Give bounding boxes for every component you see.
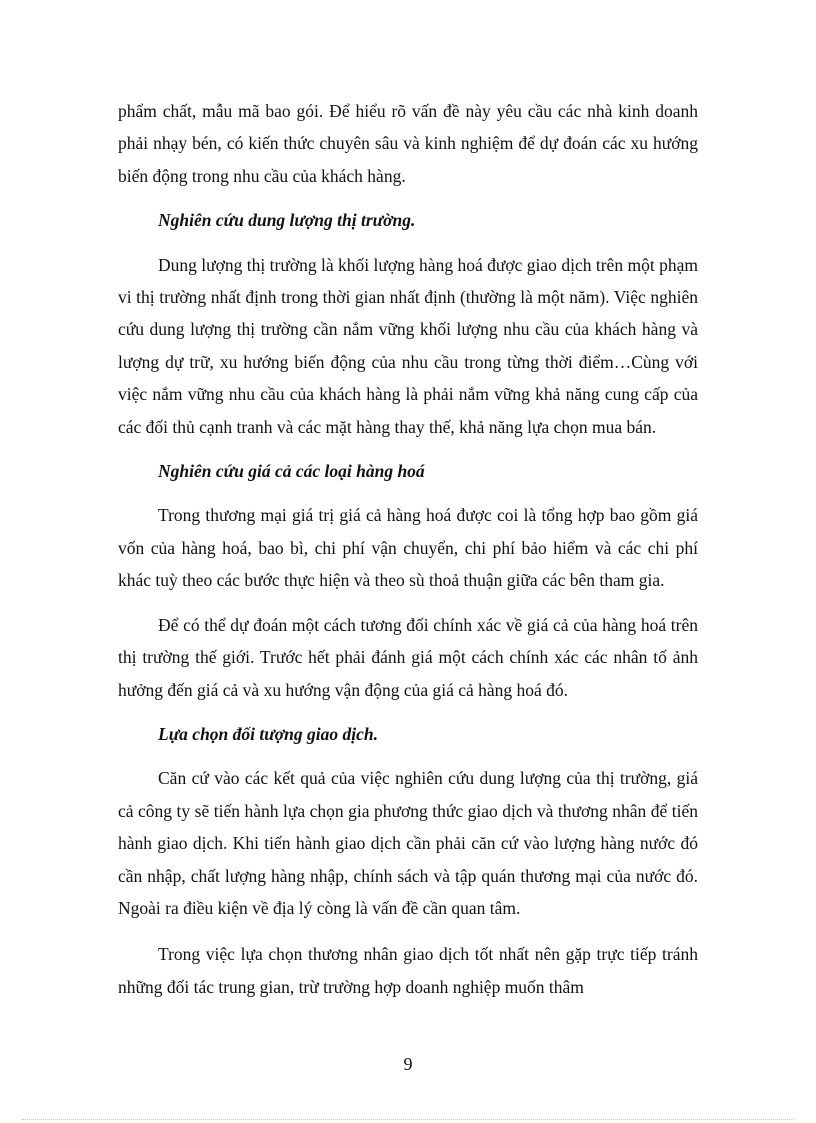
- page-body: [118, 95, 698, 1003]
- spacer: [118, 597, 698, 609]
- footer-dotted-rule: [22, 1119, 794, 1120]
- spacer: [118, 487, 698, 499]
- spacer: [118, 237, 698, 249]
- spacer: [118, 192, 698, 204]
- section-heading-partner-selection: Lựa chọn đối tượng giao dịch.: [158, 723, 378, 744]
- spacer: [118, 924, 698, 938]
- paragraph-continuation: phẩm chất, mẫu mã bao gói. Để hiểu rõ vấn đề này yêu cầu các nhà kinh doanh phải nhạy bén, có kiến thức chuyên sâu và kinh nghiệm để dự đoán các xu hướng biến động trong nhu cầu của khách hàng.: [118, 101, 698, 186]
- section-heading-price-research: Nghiên cứu giá cả các loại hàng hoá: [158, 461, 425, 482]
- paragraph-partner-criteria: Căn cứ vào các kết quả của việc nghiên cứu dung lượng của thị trường, giá cả công ty sẽ tiến hành lựa chọn gia phương thức giao dịch và thương nhân để tiến hành giao dịch. Khi tiến hành giao dịch cần phải căn cứ vào lượng hàng nước đó cần nhập, chất lượng hàng nhập, chính sách và tập quán thương mại của nước đó. Ngoài ra điều kiện về địa lý còng là vấn đề cần quan tâm.: [118, 768, 698, 918]
- paragraph-price-forecast: Để có thể dự đoán một cách tương đối chính xác về giá cả của hàng hoá trên thị trường thế giới. Trước hết phải đánh giá một cách chính xác các nhân tố ảnh hưởng đến giá cả và xu hướng vận động của giá cả hàng hoá đó.: [118, 614, 698, 700]
- spacer: [118, 443, 698, 455]
- paragraph-price-components: Trong thương mại giá trị giá cả hàng hoá được coi là tổng hợp bao gồm giá vốn của hàng hoá, bao bì, chi phí vận chuyển, chi phí bảo hiểm và các chi phí khác tuỳ theo các bước thực hiện và theo sù thoả thuận giữa các bên tham gia.: [118, 505, 698, 591]
- spacer: [118, 750, 698, 762]
- page-number: 9: [403, 1054, 413, 1074]
- spacer: [118, 706, 698, 718]
- paragraph-direct-partners: Trong việc lựa chọn thương nhân giao dịch tốt nhất nên gặp trực tiếp tránh những đối tác trung gian, trừ trường hợp doanh nghiệp muốn thâm: [118, 944, 698, 997]
- paragraph-market-capacity: Dung lượng thị trường là khối lượng hàng hoá được giao dịch trên một phạm vi thị trường nhất định trong thời gian nhất định (thường là một năm). Việc nghiên cứu dung lượng thị trường cần nắm vững khối lượng nhu cầu của khách hàng và lượng dự trữ, xu hướng biến động của nhu cầu trong từng thời điểm…Cùng với việc nắm vững nhu cầu của khách hàng là phải nắm vững khả năng cung cấp của các đối thủ cạnh tranh và các mặt hàng thay thế, khả năng lựa chọn mua bán.: [118, 254, 698, 437]
- section-heading-market-capacity: Nghiên cứu dung lượng thị trường.: [158, 210, 416, 231]
